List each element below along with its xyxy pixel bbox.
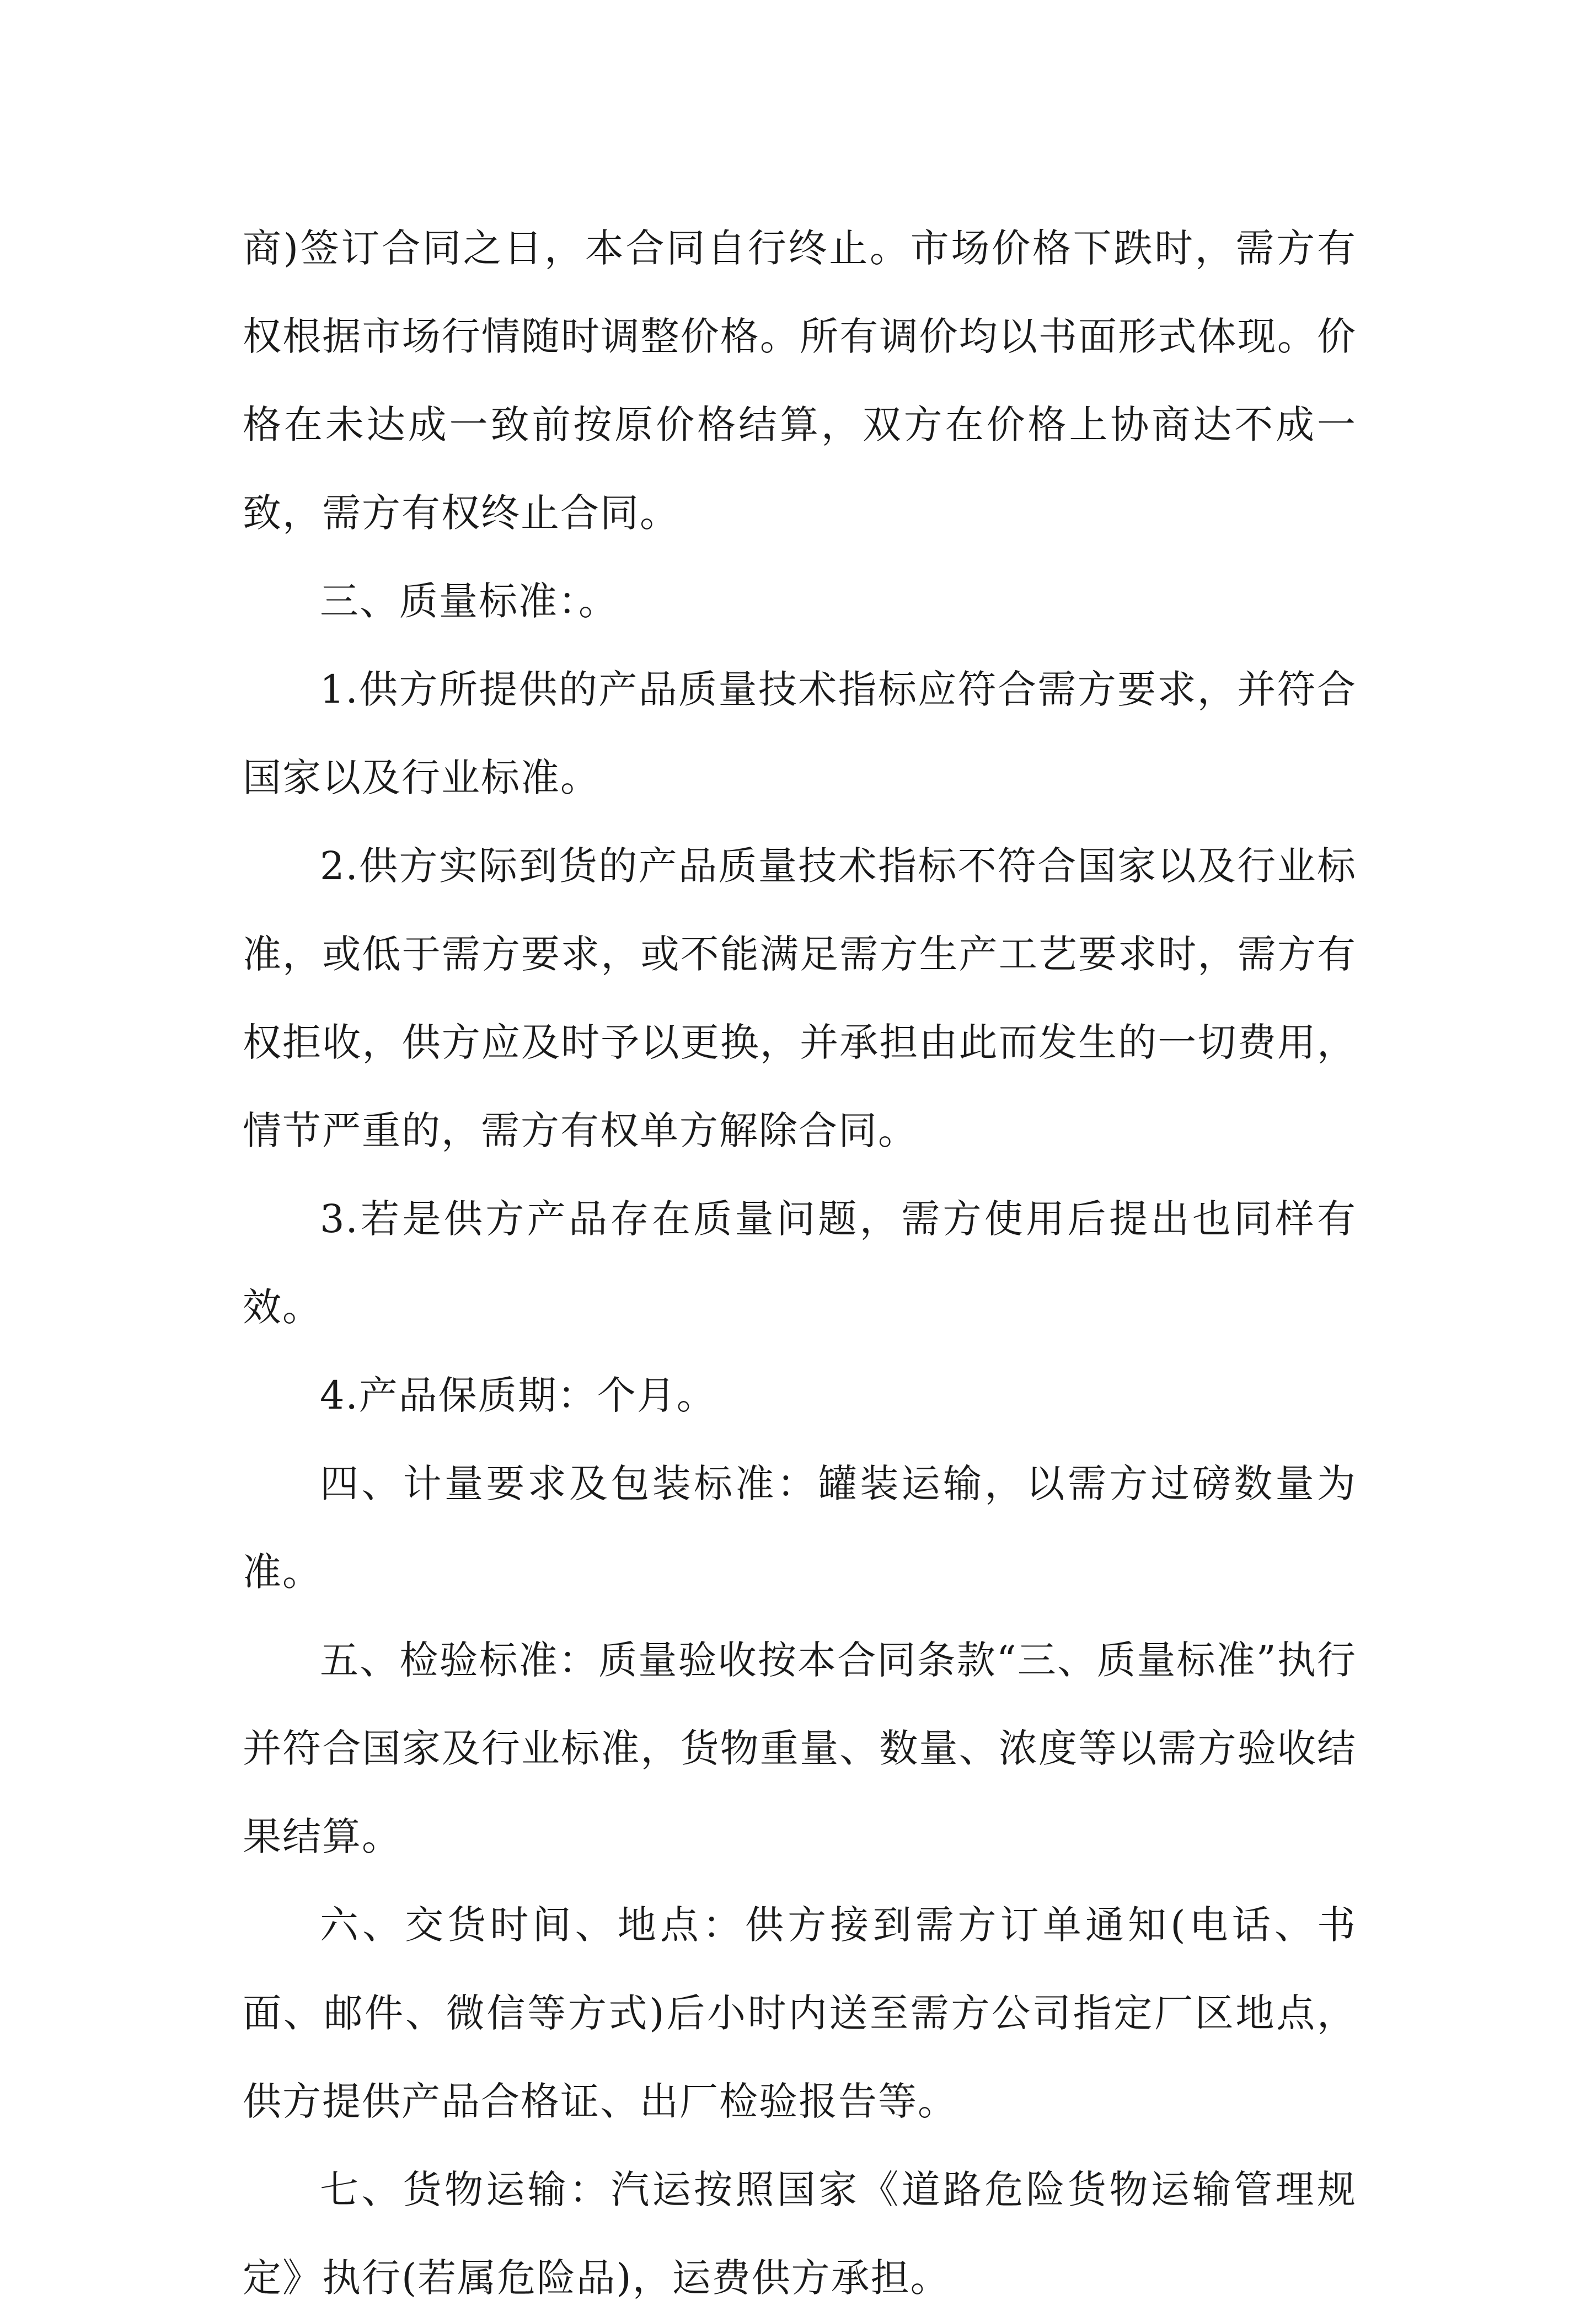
paragraph-quality-4: 4.产品保质期：个月。: [320, 1373, 716, 1418]
paragraph-quality-3: 3.若是供方产品存在质量问题，需方使用后提出也同样有效。: [243, 1196, 1357, 1330]
paragraph-inspection-standard: 五、检验标准：质量验收按本合同条款“三、质量标准”执行并符合国家及行业标准，货物重量、数量、浓度等以需方验收结果结算。: [243, 1638, 1357, 1859]
heading-quality-standard: 三、质量标准：。: [320, 579, 618, 624]
paragraph-quality-1: 1.供方所提供的产品质量技术指标应符合需方要求，并符合国家以及行业标准。: [243, 667, 1357, 800]
paragraph-delivery-time-place: 六、交货时间、地点：供方接到需方订单通知(电话、书面、邮件、微信等方式)后小时内送至需方公司指定厂区地点，供方提供产品合格证、出厂检验报告等。: [243, 1902, 1357, 2124]
document-body: [243, 204, 1357, 2322]
paragraph-quality-2: 2.供方实际到货的产品质量技术指标不符合国家以及行业标准，或低于需方要求，或不能满足需方生产工艺要求时，需方有权拒收，供方应及时予以更换，并承担由此而发生的一切费用，情节严重的，需方有权单方解除合同。: [243, 843, 1357, 1153]
paragraph-measurement-packaging: 四、计量要求及包装标准：罐装运输，以需方过磅数量为准。: [243, 1461, 1357, 1595]
paragraph-transportation: 七、货物运输：汽运按照国家《道路危险货物运输管理规定》执行(若属危险品)，运费供方承担。: [243, 2167, 1357, 2300]
paragraph-price-terms: 商)签订合同之日，本合同自行终止。市场价格下跌时，需方有权根据市场行情随时调整价格。所有调价均以书面形式体现。价格在未达成一致前按原价格结算，双方在价格上协商达不成一致，需方有权终止合同。: [243, 226, 1357, 536]
